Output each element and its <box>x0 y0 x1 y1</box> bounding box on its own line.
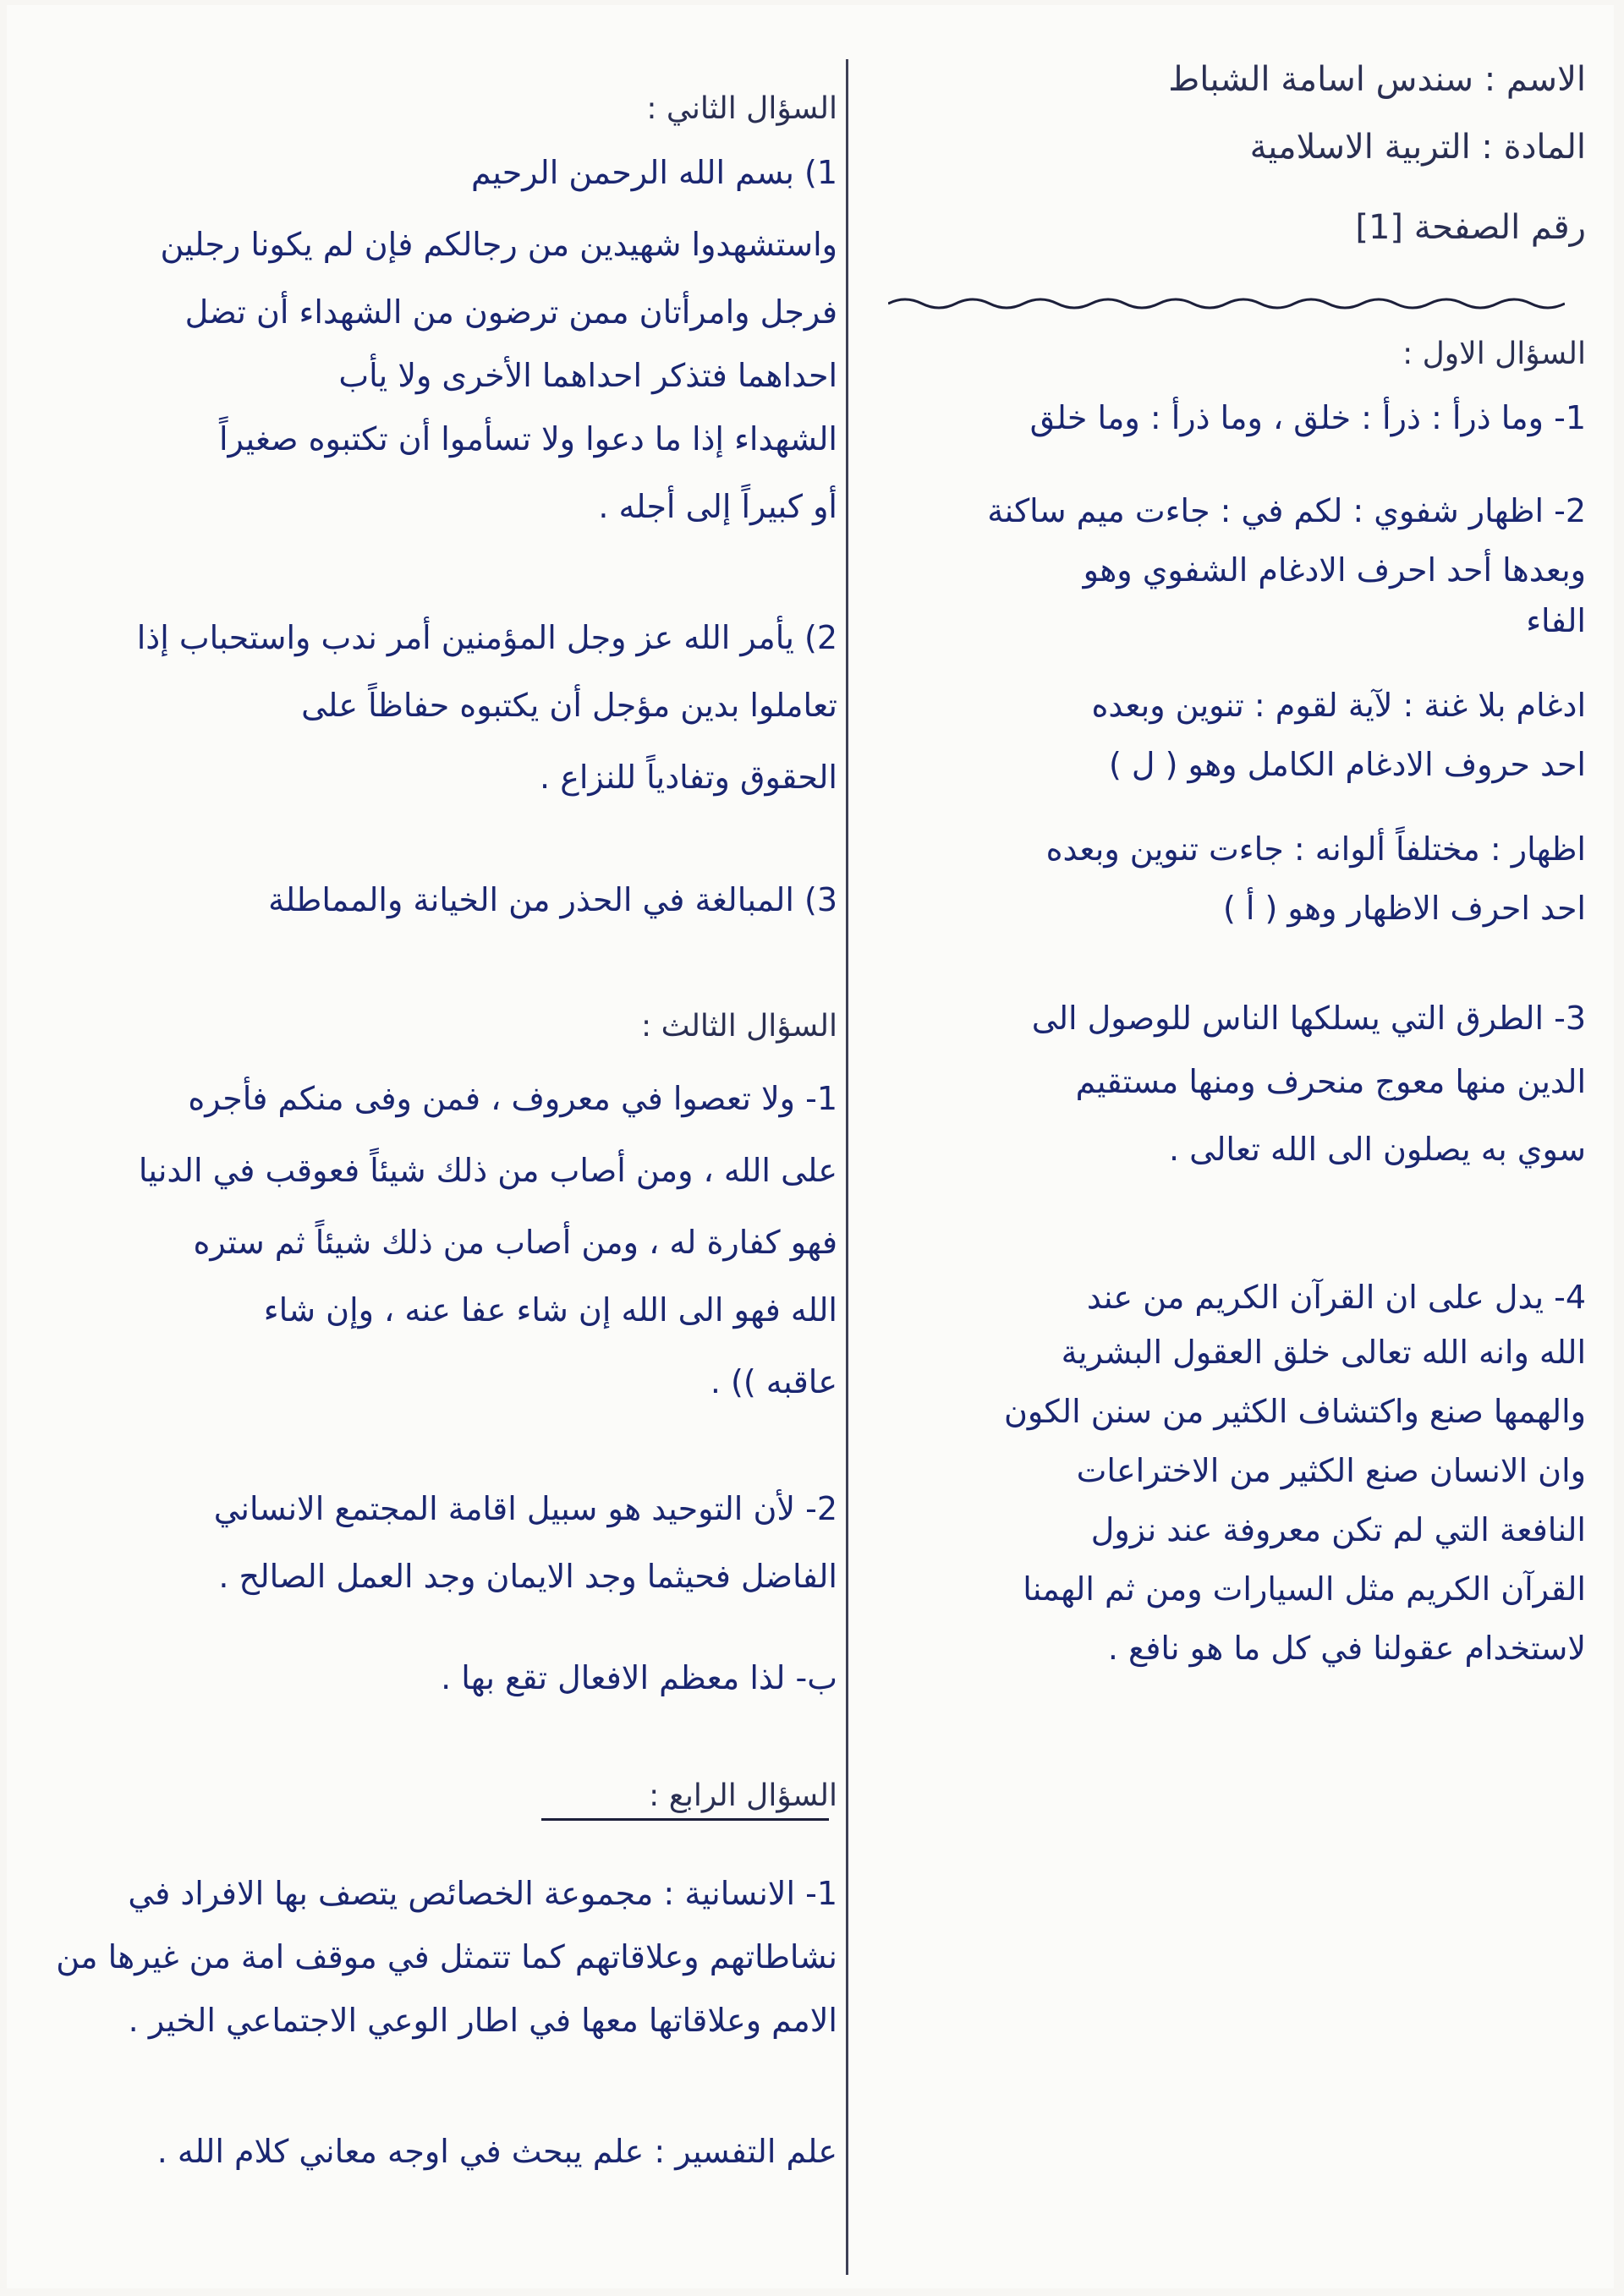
right-column <box>850 0 1586 2296</box>
q1-line: سوي به يصلون الى الله تعالى . <box>1169 1131 1586 1168</box>
q4-title: السؤال الرابع : <box>649 1778 837 1813</box>
q1-line: وبعدها أحد احرف الادغام الشفوي وهو <box>1083 551 1586 589</box>
q4-line: 1- الانسانية : مجموعة الخصائص يتصف بها الافراد في <box>128 1875 837 1912</box>
q1-line: اظهار : مختلفاً ألوانه : جاءت تنوين وبعده <box>1045 830 1586 868</box>
q3-line: عاقبه )) . <box>710 1363 837 1400</box>
q3-line: 2- لأن التوحيد هو سبيل اقامة المجتمع الانساني <box>213 1490 837 1527</box>
q1-line: والهمها صنع واكتشاف الكثير من سنن الكون <box>1003 1393 1586 1430</box>
left-column <box>34 0 837 2296</box>
q3-line: 1- ولا تعصوا في معروف ، فمن وفى منكم فأجره <box>188 1080 837 1117</box>
q4-line: الامم وعلاقاتها معها في اطار الوعي الاجتماعي الخير . <box>128 2002 837 2039</box>
q2-line: أو كبيراً إلى أجله . <box>598 488 837 525</box>
q1-line: احد حروف الادغام الكامل وهو ( ل ) <box>1109 746 1586 783</box>
q2-title: السؤال الثاني : <box>646 91 837 126</box>
q2-line: تعاملوا بدين مؤجل أن يكتبوه حفاظاً على <box>301 687 837 724</box>
student-name: الاسم : سندس اسامة الشباط <box>1168 60 1586 99</box>
q1-line: النافعة التي لم تكن معروفة عند نزول <box>1090 1511 1586 1548</box>
q2-line: الحقوق وتفادياً للنزاع . <box>540 759 837 796</box>
q2-line: فرجل وامرأتان ممن ترضون من الشهداء أن تضل <box>184 293 837 331</box>
q1-line: ادغام بلا غنة : لآية لقوم : تنوين وبعده <box>1091 687 1586 724</box>
q1-title: السؤال الاول : <box>1402 337 1586 371</box>
column-divider <box>846 59 848 2275</box>
q3-line: ب- لذا معظم الافعال تقع بها . <box>441 1659 837 1696</box>
q2-line: الشهداء إذا ما دعوا ولا تسأموا أن تكتبوه صغيراً <box>218 420 837 458</box>
q1-line: الله وانه الله تعالى خلق العقول البشرية <box>1061 1334 1586 1371</box>
subject-name: المادة : التربية الاسلامية <box>1249 128 1586 167</box>
q4-line: علم التفسير : علم يبحث في اوجه معاني كلام الله . <box>156 2133 837 2170</box>
q2-line: 3) المبالغة في الحذر من الخيانة والمماطلة <box>268 881 837 918</box>
q3-line: على الله ، ومن أصاب من ذلك شيئاً فعوقب في الدنيا <box>138 1152 837 1189</box>
q1-line: 2- اظهار شفوي : لكم في : جاءت ميم ساكنة <box>987 492 1586 529</box>
q1-line: 1- وما ذرأ : ذرأ : خلق ، وما ذرأ : وما خلق <box>1029 399 1586 436</box>
q2-line: احداهما فتذكر احداهما الأخرى ولا يأب <box>338 357 837 394</box>
q3-line: فهو كفارة له ، ومن أصاب من ذلك شيئاً ثم ستره <box>193 1224 837 1261</box>
q2-line: 1) بسم الله الرحمن الرحيم <box>470 154 837 191</box>
q2-line: واستشهدوا شهيدين من رجالكم فإن لم يكونا رجلين <box>160 226 837 263</box>
page-number: رقم الصفحة [1] <box>1355 208 1586 247</box>
q4-line: نشاطاتهم وعلاقاتهم كما تتمثل في موقف امة من غيرها من <box>56 1938 837 1975</box>
q1-line: 3- الطرق التي يسلكها الناس للوصول الى <box>1031 1000 1586 1037</box>
q1-line: احد احرف الاظهار وهو ( أ ) <box>1222 890 1586 927</box>
q1-line: القرآن الكريم مثل السيارات ومن ثم الهمنا <box>1023 1570 1586 1608</box>
q1-line: لاستخدام عقولنا في كل ما هو نافع . <box>1107 1630 1586 1667</box>
q3-line: الفاضل فحيثما وجد الايمان وجد العمل الصالح . <box>218 1558 837 1595</box>
q1-line: وان الانسان صنع الكثير من الاختراعات <box>1076 1452 1586 1489</box>
q3-title: السؤال الثالث : <box>641 1009 837 1044</box>
q1-line: الدين منها معوج منحرف ومنها مستقيم <box>1075 1063 1586 1100</box>
q2-line: 2) يأمر الله عز وجل المؤمنين أمر ندب واستحباب إذا <box>136 619 837 656</box>
q1-line: الفاء <box>1526 602 1586 639</box>
q3-line: الله فهو الى الله إن شاء عفا عنه ، وإن شاء <box>263 1291 837 1329</box>
q1-line: 4- يدل على ان القرآن الكريم من عند <box>1086 1279 1586 1316</box>
